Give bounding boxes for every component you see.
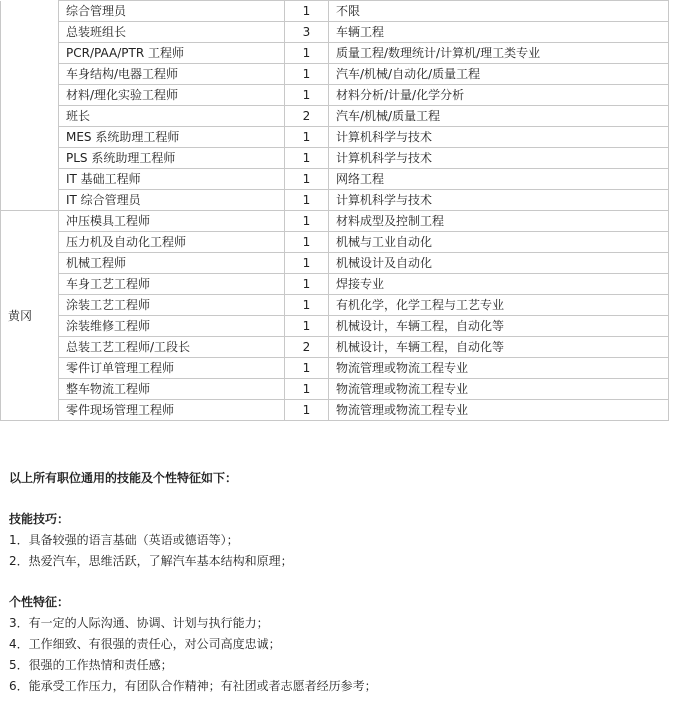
major-cell: 机械设计及自动化: [329, 253, 669, 274]
table-row: [1, 211, 669, 232]
requirements-intro: 以上所有职位通用的技能及个性特征如下：: [9, 471, 238, 485]
job-title-cell: 综合管理员: [59, 1, 285, 22]
job-title-cell: 总装工艺工程师/工段长: [59, 337, 285, 358]
table-row: [1, 274, 669, 295]
headcount-cell: 1: [285, 127, 329, 148]
headcount-cell: 1: [285, 316, 329, 337]
skill-item: 1．具备较强的语言基础（英语或德语等）；: [9, 533, 239, 547]
job-title-cell: 涂装维修工程师: [59, 316, 285, 337]
table-row: [1, 64, 669, 85]
major-cell: 计算机科学与技术: [329, 148, 669, 169]
location-cell: 黄冈: [1, 211, 59, 421]
job-title-cell: 材料/理化实验工程师: [59, 85, 285, 106]
table-row: [1, 22, 669, 43]
spacer: [9, 489, 664, 509]
job-title-cell: IT 综合管理员: [59, 190, 285, 211]
headcount-cell: 3: [285, 22, 329, 43]
table-row: [1, 295, 669, 316]
job-title-cell: 机械工程师: [59, 253, 285, 274]
job-title-cell: 车身结构/电器工程师: [59, 64, 285, 85]
table-row: [1, 43, 669, 64]
job-title-cell: 零件现场管理工程师: [59, 400, 285, 421]
job-title-cell: 总装班组长: [59, 22, 285, 43]
major-cell: 网络工程: [329, 169, 669, 190]
major-cell: 不限: [329, 1, 669, 22]
major-cell: 计算机科学与技术: [329, 190, 669, 211]
headcount-cell: 1: [285, 253, 329, 274]
job-title-cell: PLS 系统助理工程师: [59, 148, 285, 169]
major-cell: 物流管理或物流工程专业: [329, 400, 669, 421]
skills-heading: 技能技巧：: [9, 512, 70, 526]
headcount-cell: 1: [285, 379, 329, 400]
headcount-cell: 1: [285, 64, 329, 85]
table-row: [1, 337, 669, 358]
headcount-cell: 1: [285, 43, 329, 64]
job-title-cell: 冲压模具工程师: [59, 211, 285, 232]
job-title-cell: IT 基础工程师: [59, 169, 285, 190]
trait-item: 6．能承受工作压力，有团队合作精神；有社团或者志愿者经历参考；: [9, 679, 377, 693]
major-cell: 机械与工业自动化: [329, 232, 669, 253]
major-cell: 材料成型及控制工程: [329, 211, 669, 232]
traits-heading: 个性特征：: [9, 595, 70, 609]
headcount-cell: 1: [285, 85, 329, 106]
headcount-cell: 1: [285, 358, 329, 379]
headcount-cell: 1: [285, 190, 329, 211]
major-cell: 材料分析/计量/化学分析: [329, 85, 669, 106]
job-title-cell: 整车物流工程师: [59, 379, 285, 400]
table-row: [1, 316, 669, 337]
table-row: [1, 232, 669, 253]
job-title-cell: 班长: [59, 106, 285, 127]
headcount-cell: 2: [285, 106, 329, 127]
trait-item: 5．很强的工作热情和责任感；: [9, 658, 173, 672]
headcount-cell: 2: [285, 337, 329, 358]
major-cell: 计算机科学与技术: [329, 127, 669, 148]
table-row: [1, 85, 669, 106]
job-title-cell: 涂装工艺工程师: [59, 295, 285, 316]
major-cell: 焊接专业: [329, 274, 669, 295]
headcount-cell: 1: [285, 1, 329, 22]
table-row: [1, 106, 669, 127]
table-row: [1, 1, 669, 22]
major-cell: 物流管理或物流工程专业: [329, 358, 669, 379]
job-table-body: [1, 1, 669, 421]
headcount-cell: 1: [285, 148, 329, 169]
skill-item: 2．热爱汽车，思维活跃，了解汽车基本结构和原理；: [9, 554, 293, 568]
headcount-cell: 1: [285, 211, 329, 232]
major-cell: 有机化学，化学工程与工艺专业: [329, 295, 669, 316]
major-cell: 机械设计，车辆工程，自动化等: [329, 316, 669, 337]
table-row: [1, 169, 669, 190]
job-title-cell: PCR/PAA/PTR 工程师: [59, 43, 285, 64]
requirements-section: [9, 468, 664, 697]
table-row: [1, 127, 669, 148]
major-cell: 汽车/机械/自动化/质量工程: [329, 64, 669, 85]
major-cell: 机械设计，车辆工程，自动化等: [329, 337, 669, 358]
headcount-cell: 1: [285, 274, 329, 295]
job-title-cell: 零件订单管理工程师: [59, 358, 285, 379]
headcount-cell: 1: [285, 400, 329, 421]
location-cell: [1, 1, 59, 211]
job-title-cell: MES 系统助理工程师: [59, 127, 285, 148]
major-cell: 汽车/机械/质量工程: [329, 106, 669, 127]
table-row: [1, 379, 669, 400]
headcount-cell: 1: [285, 232, 329, 253]
spacer: [9, 572, 664, 592]
job-title-cell: 压力机及自动化工程师: [59, 232, 285, 253]
headcount-cell: 1: [285, 295, 329, 316]
table-row: [1, 253, 669, 274]
job-title-cell: 车身工艺工程师: [59, 274, 285, 295]
table-row: [1, 400, 669, 421]
headcount-cell: 1: [285, 169, 329, 190]
major-cell: 车辆工程: [329, 22, 669, 43]
table-row: [1, 358, 669, 379]
major-cell: 质量工程/数理统计/计算机/理工类专业: [329, 43, 669, 64]
trait-item: 3．有一定的人际沟通、协调、计划与执行能力；: [9, 616, 269, 630]
trait-item: 4．工作细致、有很强的责任心，对公司高度忠诚；: [9, 637, 281, 651]
table-row: [1, 148, 669, 169]
major-cell: 物流管理或物流工程专业: [329, 379, 669, 400]
table-row: [1, 190, 669, 211]
